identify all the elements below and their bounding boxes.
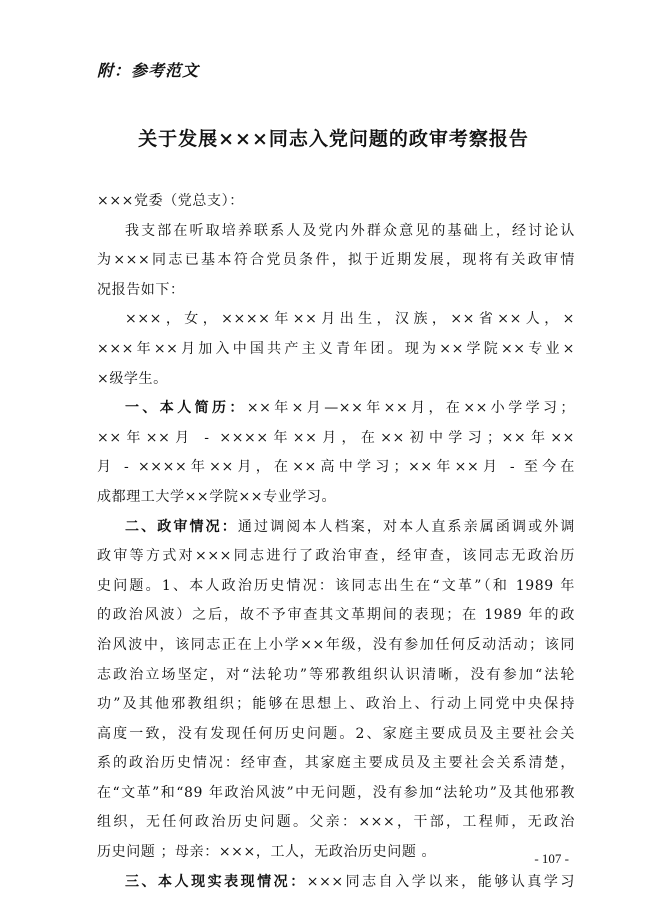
page-number: - 107 - <box>534 851 569 866</box>
political-line: 功”及其他邪教组织；能够在思想上、政治上、行动上同党中央保持 <box>97 696 575 713</box>
political-line: 治风波中，该同志正在上小学××年级，没有参加任何反动活动；该同 <box>97 636 575 653</box>
performance-first-line <box>97 868 575 898</box>
political-line: 志政治立场坚定，对“法轮功”等邪教组织认识清晰，没有参加“法轮 <box>97 666 575 683</box>
performance-first-text: ×××同志自入学以来，能够认真学习 <box>306 873 576 890</box>
resume-line: 成都理工大学××学院××专业学习。 <box>97 488 337 505</box>
political-line: 史问题。1、本人政治历史情况：该同志出生在“文革”（和 1989 年 <box>97 577 575 594</box>
political-first-line <box>97 513 575 543</box>
political-line: 组织，无任何政治历史问题。父亲：×××，干部，工程师，无政治 <box>97 814 575 831</box>
political-line: 历史问题 ；母亲：×××，工人，无政治历史问题 。 <box>97 844 437 861</box>
political-line: 在“文革”和“89 年政治风波”中无问题，没有参加“法轮功”及其他邪教 <box>97 784 575 801</box>
political-line: 政审等方式对×××同志进行了政治审查，经审查，该同志无政治历 <box>97 548 575 565</box>
resume-line: ××年××月 - ××××年××月，在××初中学习；××年×× <box>97 429 575 446</box>
intro-line: 我支部在听取培养联系人及党内外群众意见的基础上，经讨论认 <box>125 222 575 239</box>
political-line: 系的政治历史情况：经审查，其家庭主要成员及主要社会关系清楚， <box>97 755 575 772</box>
report-body <box>97 187 575 897</box>
resume-line: 月 - ××××年××月，在××高中学习；××年××月 - 至今在 <box>97 459 575 476</box>
intro-line: 为×××同志已基本符合党员条件，拟于近期发展，现将有关政审情 <box>97 252 575 269</box>
political-first-text: 通过调阅本人档案，对本人直系亲属函调或外调 <box>237 518 575 535</box>
political-line: 的政治风波）之后，故不予审查其文革期间的表现；在 1989 年的政 <box>97 607 575 624</box>
document-title: 关于发展×××同志入党问题的政审考察报告 <box>138 128 529 150</box>
resume-first-text: ××年×月—××年××月，在××小学学习； <box>246 400 575 417</box>
resume-first-line <box>97 394 575 424</box>
political-section-label: 二、政审情况： <box>125 518 238 535</box>
performance-section-label: 三、本人现实表现情况： <box>125 873 307 890</box>
intro-line: 况报告如下： <box>97 281 185 298</box>
attachment-heading: 附：参考范文 <box>97 61 200 80</box>
resume-section-label: 一、本人简历： <box>125 400 247 417</box>
political-line: 高度一致，没有发现任何历史问题。2、家庭主要成员及主要社会关 <box>97 725 575 742</box>
basic-info-line: ×××，女，××××年××月出生，汉族，××省××人，× <box>125 311 575 328</box>
salutation: ×××党委（党总支）： <box>97 193 244 209</box>
basic-info-line: ×××年××月加入中国共产主义青年团。现为××学院××专业× <box>97 340 575 357</box>
basic-info-line: ×级学生。 <box>97 370 168 387</box>
